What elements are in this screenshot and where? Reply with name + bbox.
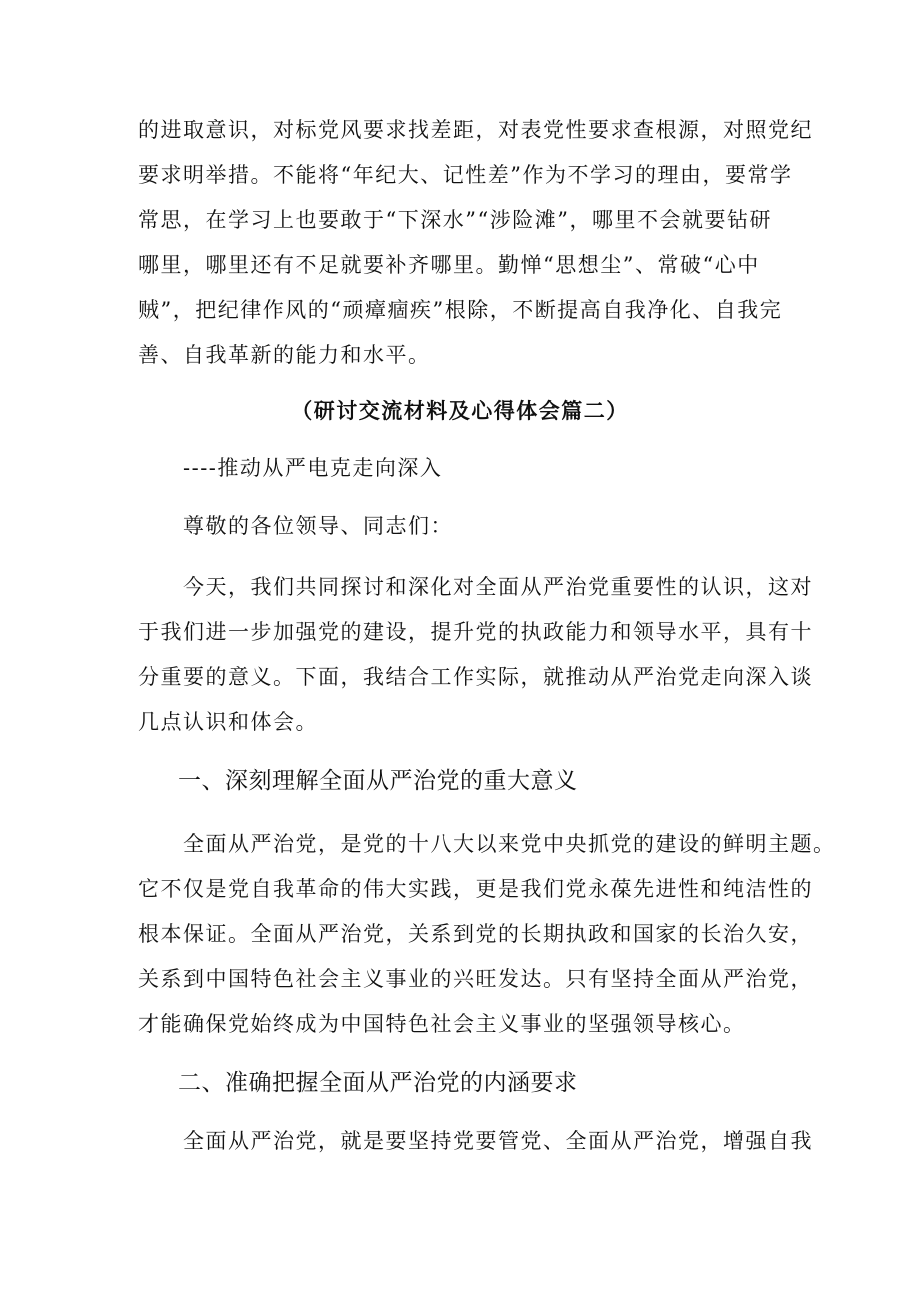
section1-line: 它不仅是党自我革命的伟大实践，更是我们党永葆先进性和纯洁性的 [138,877,813,901]
section-title: （研讨交流材料及心得体会篇二） [291,398,629,423]
intro-line: 常思，在学习上也要敢于“下深水”“涉险滩”，哪里不会就要钻研 [138,208,772,232]
opening-line: 分重要的意义。下面，我结合工作实际，就推动从严治党走向深入谈 [138,665,813,689]
heading-2: 二、准确把握全面从严治党的内涵要求 [178,1070,578,1096]
heading-1: 一、深刻理解全面从严治党的重大意义 [178,768,578,794]
opening-line: 今天，我们共同探讨和深化对全面从严治党重要性的认识，这对 [183,575,813,599]
intro-line: 的进取意识，对标党风要求找差距，对表党性要求查根源，对照党纪 [138,118,813,142]
section1-line: 根本保证。全面从严治党，关系到党的长期执政和国家的长治久安， [138,922,813,946]
subtitle: ----推动从严电克走向深入 [183,456,443,480]
section1-line: 关系到中国特色社会主义事业的兴旺发达。只有坚持全面从严治党， [138,967,813,991]
intro-line: 要求明举措。不能将“年纪大、记性差”作为不学习的理由，要常学 [138,163,793,187]
salutation: 尊敬的各位领导、同志们： [183,514,453,538]
section2-line: 全面从严治党，就是要坚持党要管党、全面从严治党，增强自我 [183,1129,813,1153]
section1-line: 才能确保党始终成为中国特色社会主义事业的坚强领导核心。 [138,1012,746,1036]
opening-line: 几点认识和体会。 [138,710,318,734]
intro-line: 哪里，哪里还有不足就要补齐哪里。勤惮“思想尘”、常破“心中 [138,253,760,277]
intro-line: 贼”，把纪律作风的“顽瘴痼疾”根除，不断提高自我净化、自我完 [138,298,783,322]
section1-line: 全面从严治党，是党的十八大以来党中央抓党的建设的鲜明主题。 [183,832,836,856]
opening-line: 于我们进一步加强党的建设，提升党的执政能力和领导水平，具有十 [138,620,813,644]
intro-line: 善、自我革新的能力和水平。 [138,343,431,367]
